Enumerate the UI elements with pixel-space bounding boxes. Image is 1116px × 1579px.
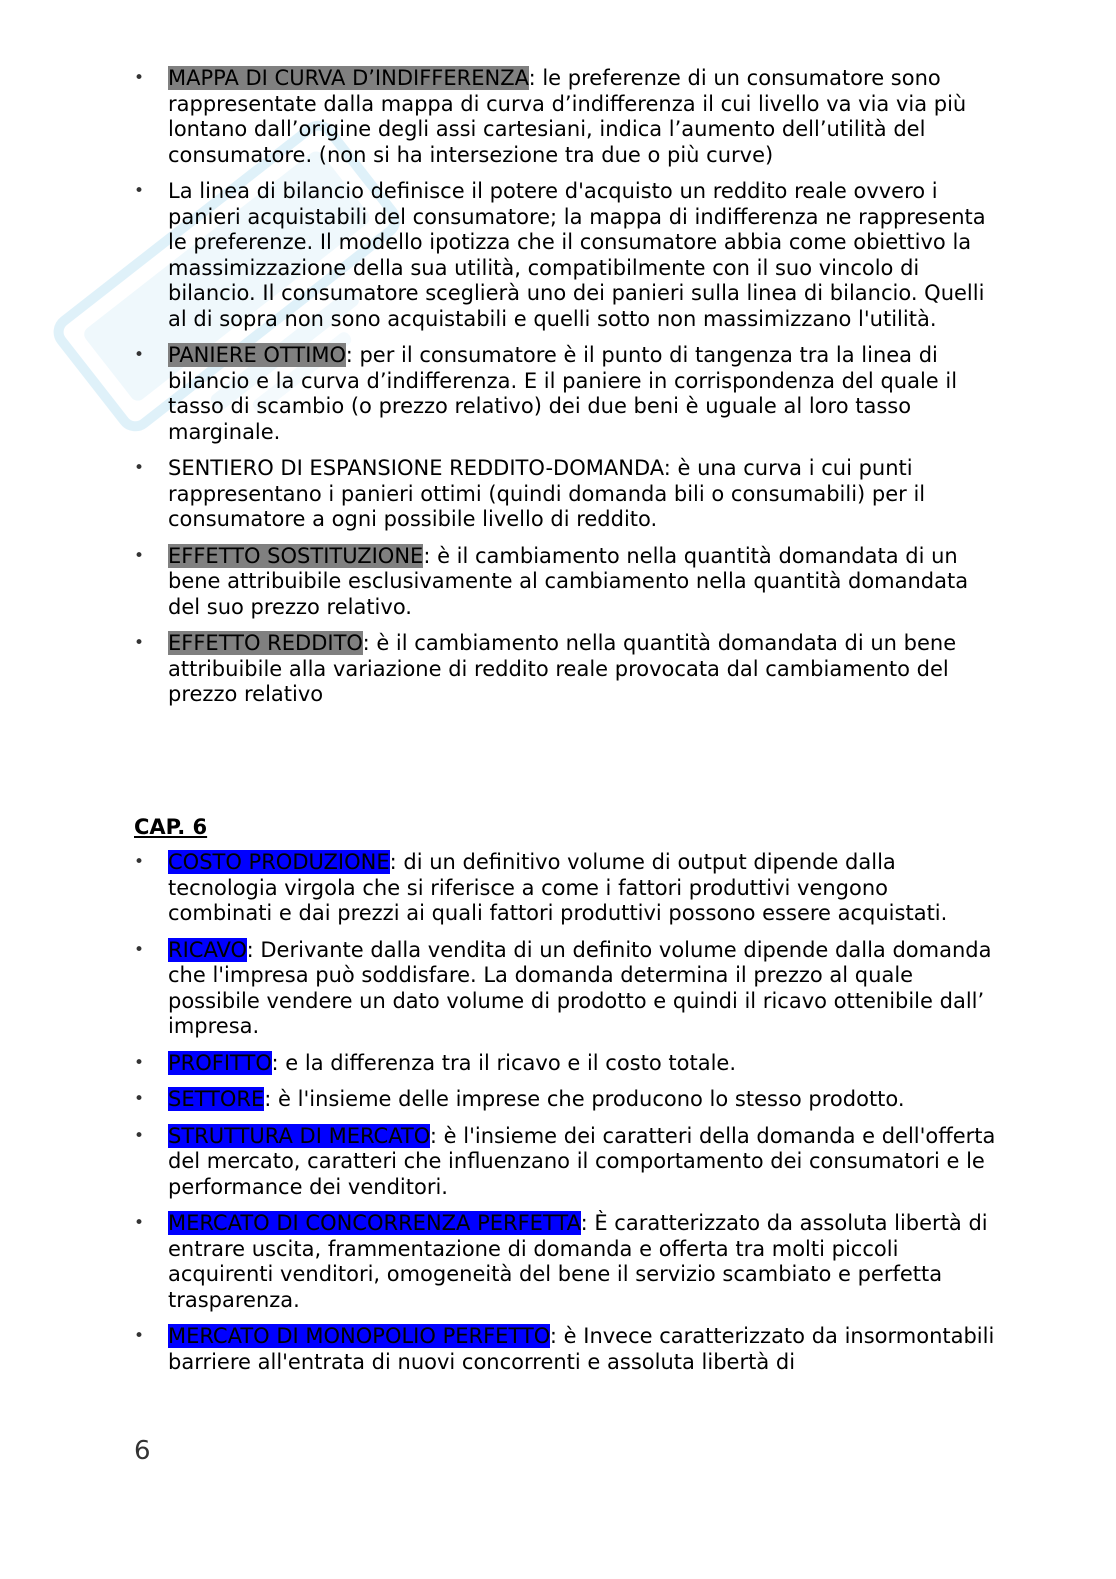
page-number: 6 (134, 1436, 151, 1466)
definition-text: : È caratterizzato da assoluta libertà di entrare uscita, frammentazione di domanda e offerta tra molti piccoli acquirenti venditori, omogeneità del bene il servizio scambiato e perfetta trasparenza. (168, 1211, 988, 1312)
definition-text: SENTIERO DI ESPANSIONE REDDITO-DOMANDA: è una curva i cui punti rappresentano i panieri ottimi (quindi domanda bili o consumabili) per il consumatore a ogni possibile livello di reddito. (168, 456, 926, 531)
highlighted-term: MERCATO DI MONOPOLIO PERFETTO (168, 1324, 550, 1348)
highlighted-term: PANIERE OTTIMO (168, 343, 346, 367)
list-item (168, 179, 998, 332)
list-item (168, 1211, 998, 1313)
chapter-heading: CAP. 6 (134, 815, 208, 839)
definition-text: : è l'insieme dei caratteri della domanda e dell'offerta del mercato, caratteri che influenzano il comportamento dei consumatori e le performance dei venditori. (168, 1123, 996, 1199)
definition-text: : è il cambiamento nella quantità domandata di un bene attribuibile alla variazione di reddito reale provocata dal cambiamento del prezzo relativo (168, 631, 957, 706)
definition-text: La linea di bilancio definisce il potere d'acquisto un reddito reale ovvero i panieri acquistabili del consumatore; la mappa di indifferenza ne rappresenta le preferenze. Il modello ipotizza che il consumatore abbia come obiettivo la massimizzazione della sua utilità, compatibilmente con il suo vincolo di bilancio. Il consumatore sceglierà uno dei panieri sulla linea di bilancio. Quelli al di sopra non sono acquistabili e quelli sotto non massimizzano l'utilità. (168, 179, 986, 331)
list-item (168, 456, 998, 533)
highlighted-term: SETTORE (168, 1087, 265, 1111)
list-item (168, 631, 998, 708)
definition-text: : è il cambiamento nella quantità domandata di un bene attribuibile esclusivamente al cambiamento nella quantità domandata del suo prezzo relativo. (168, 543, 969, 619)
highlighted-term: COSTO PRODUZIONE (168, 850, 390, 874)
definition-text: : e la differenza tra il ricavo e il costo totale. (271, 1050, 736, 1075)
list-item (168, 1087, 998, 1113)
definition-text: : Derivante dalla vendita di un definito volume dipende dalla domanda che l'impresa può soddisfare. La domanda determina il prezzo al quale possibile vendere un dato volume di prodotto e quindi il ricavo ottenibile dall’ impresa. (168, 937, 992, 1038)
highlighted-term: RICAVO (168, 937, 247, 962)
definitions-list-cap5 (168, 66, 998, 719)
definition-text: : le preferenze di un consumatore sono rappresentate dalla mappa di curva d’indifferenza il cui livello va via via più lontano dall’origine degli assi cartesiani, indica l’aumento dell’utilità del consumatore. (non si ha intersezione tra due o più curve) (168, 66, 967, 167)
list-item (168, 544, 998, 621)
highlighted-term: STRUTTURA DI MERCATO (168, 1123, 430, 1148)
list-item (168, 1124, 998, 1201)
list-item (168, 1051, 998, 1077)
highlighted-term: MAPPA DI CURVA D’INDIFFERENZA (168, 66, 529, 90)
definition-text: : è l'insieme delle imprese che producono lo stesso prodotto. (264, 1087, 905, 1111)
definitions-list-cap6 (168, 850, 998, 1386)
highlighted-term: EFFETTO REDDITO (168, 631, 363, 655)
list-item (168, 938, 998, 1040)
list-item (168, 343, 998, 445)
list-item (168, 1324, 998, 1375)
highlighted-term: MERCATO DI CONCORRENZA PERFETTA (168, 1211, 581, 1235)
list-item (168, 850, 998, 927)
list-item (168, 66, 998, 168)
highlighted-term: EFFETTO SOSTITUZIONE (168, 543, 424, 568)
definition-text: : è Invece caratterizzato da insormontabili barriere all'entrata di nuovi concorrenti e assoluta libertà di (168, 1324, 995, 1374)
definition-text: : di un definitivo volume di output dipende dalla tecnologia virgola che si riferisce a come i fattori produttivi vengono combinati e dai prezzi ai quali fattori produttivi possono essere acquistati. (168, 850, 948, 925)
definition-text: : per il consumatore è il punto di tangenza tra la linea di bilancio e la curva d’indifferenza. E il paniere in corrispondenza del quale il tasso di scambio (o prezzo relativo) dei due beni è uguale al loro tasso marginale. (168, 343, 958, 444)
highlighted-term: PROFITTO (168, 1050, 272, 1075)
